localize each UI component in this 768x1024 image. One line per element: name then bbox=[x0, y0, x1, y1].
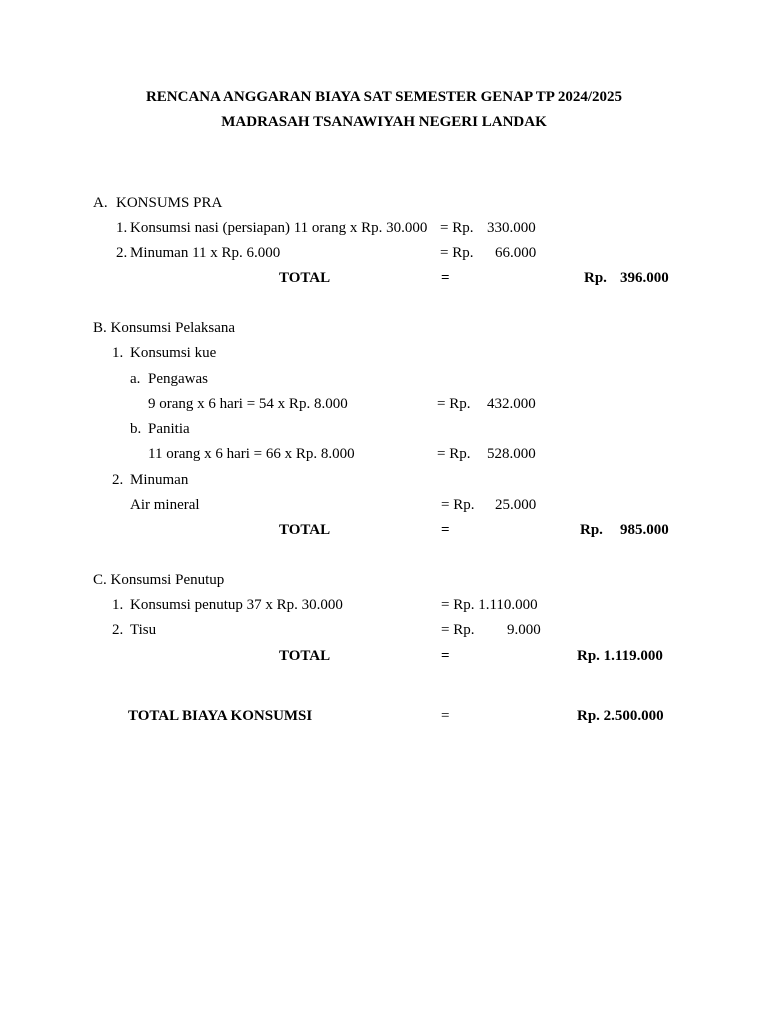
section-b-heading: B. Konsumsi Pelaksana bbox=[93, 320, 236, 336]
section-a-item2-amount: 66.000 bbox=[495, 245, 537, 261]
section-c-item2-amount: 9.000 bbox=[507, 622, 541, 638]
grand-total-value: Rp. 2.500.000 bbox=[577, 708, 664, 724]
section-c-total-label: TOTAL bbox=[279, 648, 331, 664]
section-b-item2-number: 2. bbox=[112, 472, 124, 488]
section-a-item1-amount: 330.000 bbox=[487, 220, 536, 236]
section-c-item2-eq: = Rp. bbox=[441, 622, 475, 638]
document-subtitle: MADRASAH TSANAWIYAH NEGERI LANDAK bbox=[221, 114, 547, 130]
section-c-item2-number: 2. bbox=[112, 622, 124, 638]
section-a-total-currency: Rp. bbox=[584, 270, 607, 286]
section-b-sub-b-detail: 11 orang x 6 hari = 66 x Rp. 8.000 bbox=[148, 446, 355, 462]
section-b-item1-number: 1. bbox=[112, 345, 124, 361]
section-a-heading: KONSUMS PRA bbox=[116, 195, 223, 211]
section-b-sub-a-eq: = Rp. bbox=[437, 396, 471, 412]
section-b-item2-amount: 25.000 bbox=[495, 497, 537, 513]
section-a-total-amount: 396.000 bbox=[620, 270, 669, 286]
section-b-item2-text: Minuman bbox=[130, 472, 189, 488]
section-b-total-currency: Rp. bbox=[580, 522, 603, 538]
section-b-total-amount: 985.000 bbox=[620, 522, 669, 538]
section-c-total-eq: = bbox=[441, 648, 450, 664]
section-b-total-label: TOTAL bbox=[279, 522, 331, 538]
section-c-item1-eq: = Rp. 1.110.000 bbox=[441, 597, 538, 613]
section-b-sub-a-amount: 432.000 bbox=[487, 396, 536, 412]
section-b-sub-b-amount: 528.000 bbox=[487, 446, 536, 462]
section-b-sub-a-text: Pengawas bbox=[148, 371, 208, 387]
section-a-item2-number: 2. bbox=[116, 245, 128, 261]
section-a-item2-text: Minuman 11 x Rp. 6.000 bbox=[130, 245, 281, 261]
section-b-item2-detail: Air mineral bbox=[130, 497, 200, 513]
section-b-item1-text: Konsumsi kue bbox=[130, 345, 217, 361]
document-title: RENCANA ANGGARAN BIAYA SAT SEMESTER GENAP TP 2024/2025 bbox=[145, 89, 623, 105]
section-c-heading: C. Konsumsi Penutup bbox=[93, 572, 225, 588]
grand-total-eq: = bbox=[441, 708, 450, 724]
section-b-sub-b-eq: = Rp. bbox=[437, 446, 471, 462]
section-b-sub-a-letter: a. bbox=[130, 371, 141, 387]
section-b-total-eq: = bbox=[441, 522, 450, 538]
section-c-item1-text: Konsumsi penutup 37 x Rp. 30.000 bbox=[130, 597, 343, 613]
section-a-total-label: TOTAL bbox=[279, 270, 331, 286]
section-b-item2-eq: = Rp. bbox=[441, 497, 475, 513]
section-c-item1-number: 1. bbox=[112, 597, 124, 613]
section-a-item2-eq: = Rp. bbox=[440, 245, 474, 261]
section-a-item1-number: 1. bbox=[116, 220, 128, 236]
section-b-sub-b-text: Panitia bbox=[148, 421, 190, 437]
section-c-total-value: Rp. 1.119.000 bbox=[577, 648, 663, 664]
section-a-total-eq: = bbox=[441, 270, 450, 286]
section-a-item1-text: Konsumsi nasi (persiapan) 11 orang x Rp. 30.000 bbox=[130, 220, 428, 236]
section-b-sub-b-letter: b. bbox=[130, 421, 142, 437]
section-a-item1-eq: = Rp. bbox=[440, 220, 474, 236]
grand-total-label: TOTAL BIAYA KONSUMSI bbox=[128, 708, 313, 724]
section-c-item2-text: Tisu bbox=[130, 622, 157, 638]
section-b-sub-a-detail: 9 orang x 6 hari = 54 x Rp. 8.000 bbox=[148, 396, 348, 412]
section-a-letter: A. bbox=[93, 195, 108, 211]
